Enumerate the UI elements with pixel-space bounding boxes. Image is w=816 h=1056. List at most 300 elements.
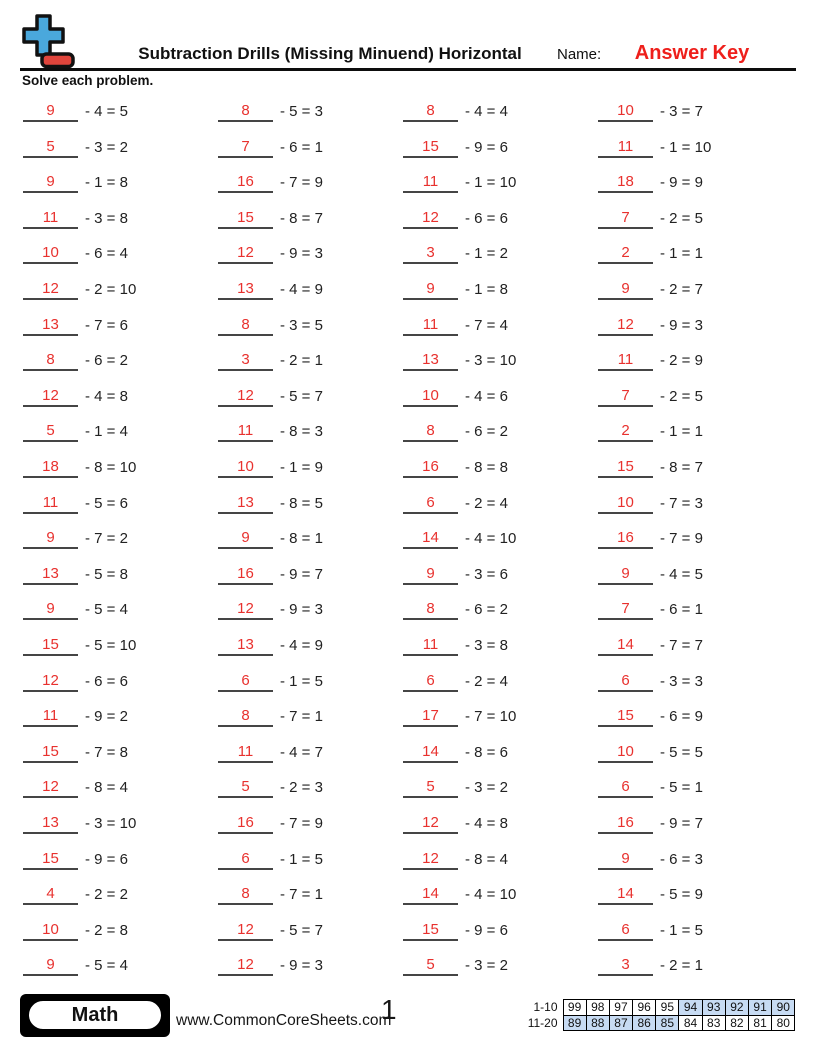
equation-text: - 2 = 7 [660, 281, 703, 299]
equation-text: - 6 = 2 [465, 423, 508, 441]
answer-blank-line [403, 636, 458, 656]
problem-row [403, 870, 598, 906]
answer-value: 14 [422, 529, 439, 547]
problem-row [403, 407, 598, 443]
answer-value: 12 [237, 600, 254, 618]
answer-value: 11 [42, 208, 59, 226]
equation-text: - 9 = 3 [280, 957, 323, 975]
answer-blank-line [598, 316, 653, 336]
answer-value: 2 [621, 422, 630, 440]
problem-row [403, 763, 598, 799]
answer-value: 14 [617, 636, 634, 653]
problem-row [403, 478, 598, 514]
problem-row [598, 514, 788, 550]
score-cell: 84 [679, 1015, 702, 1031]
equation-text: - 1 = 2 [465, 245, 508, 263]
answer-blank-line [403, 600, 458, 620]
answer-blank-line [218, 636, 273, 656]
answer-blank-line [218, 956, 273, 976]
equation-text: - 2 = 4 [465, 494, 508, 512]
answer-blank-line [403, 209, 458, 229]
score-cell: 94 [679, 1000, 702, 1016]
answer-key-label: Answer Key [634, 42, 750, 64]
problem-row [598, 692, 788, 728]
answer-value: 9 [241, 529, 250, 547]
equation-text: - 1 = 8 [465, 281, 508, 299]
answer-value: 10 [237, 458, 254, 476]
problem-row [23, 478, 218, 514]
answer-blank-line [23, 743, 78, 763]
answer-value: 14 [617, 885, 634, 903]
equation-text: - 5 = 4 [85, 957, 128, 975]
equation-text: - 5 = 7 [280, 387, 323, 405]
equation-text: - 2 = 4 [465, 672, 508, 690]
answer-blank-line [598, 565, 653, 585]
equation-text: - 3 = 2 [465, 957, 508, 975]
equation-text: - 3 = 8 [85, 209, 128, 227]
equation-text: - 3 = 8 [465, 637, 508, 654]
answer-blank-line [598, 529, 653, 549]
answer-value: 12 [237, 956, 254, 974]
equation-text: - 6 = 3 [660, 850, 703, 868]
equation-text: - 9 = 3 [280, 245, 323, 263]
problem-row [23, 193, 218, 229]
answer-value: 12 [42, 778, 59, 796]
answer-value: 6 [621, 920, 630, 938]
answer-value: 16 [237, 564, 254, 582]
problem-row [218, 122, 403, 158]
instruction-text: Solve each problem. [22, 73, 154, 88]
problem-row [218, 514, 403, 550]
equation-text: - 4 = 5 [660, 565, 703, 583]
answer-blank-line [598, 422, 653, 442]
problem-row [218, 692, 403, 728]
answer-value: 7 [621, 600, 630, 618]
problem-row [403, 371, 598, 407]
answer-blank-line [218, 244, 273, 264]
equation-text: - 5 = 6 [85, 494, 128, 512]
equation-text: - 8 = 8 [465, 459, 508, 477]
answer-value: 14 [422, 885, 439, 903]
answer-blank-line [23, 850, 78, 870]
problem-row [403, 905, 598, 941]
answer-value: 5 [241, 778, 250, 796]
answer-value: 11 [237, 422, 254, 440]
answer-value: 12 [237, 920, 254, 938]
problem-row [598, 407, 788, 443]
answer-value: 12 [422, 208, 439, 226]
problem-row [403, 834, 598, 870]
answer-value: 15 [42, 742, 59, 760]
equation-text: - 5 = 8 [85, 565, 128, 583]
answer-blank-line [403, 280, 458, 300]
answer-value: 10 [617, 102, 634, 120]
score-cell: 82 [725, 1015, 748, 1031]
answer-blank-line [218, 351, 273, 371]
equation-text: - 2 = 5 [660, 209, 703, 227]
problem-row [598, 87, 788, 123]
answer-value: 15 [422, 920, 439, 938]
equation-text: - 1 = 5 [280, 672, 323, 690]
answer-blank-line [403, 850, 458, 870]
equation-text: - 4 = 7 [280, 743, 323, 761]
equation-text: - 1 = 10 [660, 138, 712, 156]
answer-blank-line [403, 387, 458, 407]
equation-text: - 2 = 3 [280, 779, 323, 797]
score-cell: 88 [586, 1015, 609, 1031]
score-table-body [520, 1000, 795, 1031]
problems-grid [23, 87, 788, 977]
problem-row [598, 442, 788, 478]
equation-text: - 4 = 4 [465, 103, 508, 121]
equation-text: - 6 = 6 [465, 209, 508, 227]
answer-value: 9 [46, 529, 55, 547]
problem-row [23, 620, 218, 656]
problem-row [218, 941, 403, 977]
answer-value: 16 [617, 529, 634, 547]
answer-blank-line [218, 529, 273, 549]
problem-row [218, 407, 403, 443]
problem-row [403, 656, 598, 692]
answer-blank-line [403, 743, 458, 763]
problem-row [403, 549, 598, 585]
answer-blank-line [598, 351, 653, 371]
equation-text: - 4 = 5 [85, 103, 128, 121]
problem-row [218, 478, 403, 514]
answer-blank-line [218, 280, 273, 300]
equation-text: - 5 = 1 [660, 779, 703, 797]
problem-row [218, 87, 403, 123]
equation-text: - 7 = 3 [660, 494, 703, 512]
equation-text: - 3 = 5 [280, 316, 323, 334]
answer-blank-line [403, 921, 458, 941]
equation-text: - 3 = 2 [85, 138, 128, 156]
problem-row [23, 87, 218, 123]
problem-row [218, 193, 403, 229]
answer-blank-line [23, 885, 78, 905]
problem-row [23, 407, 218, 443]
answer-blank-line [598, 458, 653, 478]
answer-blank-line [598, 885, 653, 905]
problem-row [403, 158, 598, 194]
answer-blank-line [598, 102, 653, 122]
answer-value: 13 [237, 493, 254, 511]
score-cell: 97 [609, 1000, 632, 1016]
score-row-label: 1-10 [520, 1000, 563, 1016]
answer-value: 3 [621, 956, 630, 974]
equation-text: - 5 = 7 [280, 921, 323, 939]
answer-value: 6 [241, 849, 250, 867]
answer-blank-line [598, 494, 653, 514]
score-cell: 87 [609, 1015, 632, 1031]
answer-value: 8 [241, 102, 250, 120]
problem-row [403, 442, 598, 478]
answer-value: 2 [621, 244, 630, 262]
problem-row [218, 870, 403, 906]
problem-row [218, 834, 403, 870]
answer-blank-line [23, 529, 78, 549]
answer-blank-line [23, 494, 78, 514]
answer-value: 15 [42, 849, 59, 867]
answer-blank-line [23, 138, 78, 158]
problem-row [23, 941, 218, 977]
answer-value: 15 [617, 458, 634, 476]
answer-value: 7 [621, 208, 630, 226]
problem-row [598, 656, 788, 692]
score-cell: 99 [563, 1000, 586, 1016]
equation-text: - 5 = 10 [85, 637, 137, 654]
answer-value: 11 [617, 351, 634, 369]
problem-row [598, 763, 788, 799]
answer-value: 18 [617, 173, 634, 191]
equation-text: - 8 = 7 [280, 209, 323, 227]
answer-blank-line [23, 316, 78, 336]
problem-row [598, 834, 788, 870]
answer-blank-line [403, 102, 458, 122]
answer-value: 8 [241, 315, 250, 333]
equation-text: - 6 = 2 [465, 601, 508, 619]
score-cell: 90 [772, 1000, 795, 1016]
equation-text: - 7 = 4 [465, 316, 508, 334]
equation-text: - 3 = 2 [465, 779, 508, 797]
problem-row [218, 158, 403, 194]
equation-text: - 2 = 2 [85, 886, 128, 904]
equation-text: - 4 = 9 [280, 281, 323, 299]
problem-row [218, 798, 403, 834]
answer-blank-line [218, 494, 273, 514]
problem-row [598, 549, 788, 585]
answer-blank-line [218, 707, 273, 727]
equation-text: - 9 = 6 [465, 138, 508, 156]
answer-blank-line [598, 244, 653, 264]
answer-blank-line [218, 387, 273, 407]
equation-text: - 7 = 9 [280, 174, 323, 192]
problem-column [218, 87, 403, 977]
answer-value: 16 [422, 458, 439, 476]
equation-text: - 8 = 7 [660, 459, 703, 477]
answer-blank-line [598, 636, 653, 656]
answer-value: 12 [422, 813, 439, 831]
answer-value: 9 [426, 280, 435, 298]
answer-value: 12 [42, 386, 59, 404]
problem-row [23, 656, 218, 692]
equation-text: - 1 = 9 [280, 459, 323, 477]
answer-blank-line [403, 529, 458, 549]
answer-value: 6 [426, 493, 435, 511]
answer-blank-line [218, 778, 273, 798]
answer-value: 14 [422, 742, 439, 760]
equation-text: - 9 = 2 [85, 708, 128, 726]
equation-text: - 2 = 1 [660, 957, 703, 975]
equation-text: - 2 = 9 [660, 352, 703, 370]
equation-text: - 3 = 10 [85, 814, 137, 832]
answer-blank-line [403, 173, 458, 193]
answer-blank-line [218, 921, 273, 941]
problem-row [218, 585, 403, 621]
answer-value: 9 [621, 849, 630, 867]
answer-value: 9 [46, 600, 55, 618]
answer-blank-line [598, 209, 653, 229]
equation-text: - 7 = 2 [85, 530, 128, 548]
equation-text: - 9 = 6 [465, 921, 508, 939]
answer-value: 7 [621, 386, 630, 404]
answer-blank-line [23, 778, 78, 798]
problem-row [403, 692, 598, 728]
equation-text: - 7 = 9 [280, 814, 323, 832]
answer-blank-line [403, 885, 458, 905]
equation-text: - 9 = 7 [660, 814, 703, 832]
equation-text: - 6 = 9 [660, 708, 703, 726]
equation-text: - 7 = 10 [465, 708, 517, 726]
equation-text: - 4 = 6 [465, 387, 508, 405]
answer-value: 13 [237, 280, 254, 298]
answer-value: 15 [237, 208, 254, 226]
problem-row [403, 620, 598, 656]
problem-row [598, 798, 788, 834]
problem-row [23, 514, 218, 550]
equation-text: - 8 = 3 [280, 423, 323, 441]
problem-row [218, 905, 403, 941]
answer-value: 9 [46, 956, 55, 974]
answer-value: 11 [42, 707, 59, 725]
problem-row [218, 656, 403, 692]
equation-text: - 7 = 9 [660, 530, 703, 548]
answer-value: 9 [621, 280, 630, 298]
answer-value: 13 [42, 315, 59, 333]
equation-text: - 4 = 8 [85, 387, 128, 405]
answer-blank-line [23, 209, 78, 229]
equation-text: - 3 = 6 [465, 565, 508, 583]
answer-blank-line [218, 138, 273, 158]
answer-blank-line [23, 280, 78, 300]
answer-blank-line [598, 672, 653, 692]
answer-value: 11 [422, 636, 439, 653]
equation-text: - 5 = 4 [85, 601, 128, 619]
worksheet-title: Subtraction Drills (Missing Minuend) Horizontal [138, 44, 522, 63]
equation-text: - 8 = 10 [85, 459, 137, 477]
answer-value: 11 [237, 742, 254, 760]
answer-blank-line [598, 387, 653, 407]
problem-row [403, 336, 598, 372]
answer-blank-line [403, 565, 458, 585]
answer-blank-line [403, 244, 458, 264]
equation-text: - 1 = 1 [660, 245, 703, 263]
answer-blank-line [218, 600, 273, 620]
equation-text: - 5 = 5 [660, 743, 703, 761]
answer-value: 10 [422, 386, 439, 404]
problem-row [218, 336, 403, 372]
equation-text: - 3 = 3 [660, 672, 703, 690]
equation-text: - 8 = 5 [280, 494, 323, 512]
problem-row [23, 371, 218, 407]
answer-value: 15 [422, 137, 439, 155]
answer-value: 12 [237, 386, 254, 404]
answer-value: 11 [422, 173, 439, 191]
answer-blank-line [403, 956, 458, 976]
answer-blank-line [23, 458, 78, 478]
problem-row [218, 229, 403, 265]
score-cell: 92 [725, 1000, 748, 1016]
score-cell: 95 [656, 1000, 679, 1016]
problem-row [403, 941, 598, 977]
equation-text: - 6 = 2 [85, 352, 128, 370]
score-table [520, 999, 795, 1031]
answer-blank-line [403, 351, 458, 371]
answer-value: 13 [237, 636, 254, 653]
problem-row [598, 300, 788, 336]
answer-value: 15 [42, 636, 59, 653]
answer-value: 11 [42, 493, 59, 511]
problem-row [218, 371, 403, 407]
problem-row [598, 905, 788, 941]
answer-blank-line [23, 565, 78, 585]
problem-row [403, 122, 598, 158]
problem-row [598, 264, 788, 300]
problem-row [598, 158, 788, 194]
equation-text: - 1 = 4 [85, 423, 128, 441]
answer-blank-line [218, 209, 273, 229]
answer-blank-line [403, 422, 458, 442]
name-label: Name: [557, 46, 602, 63]
problem-row [598, 122, 788, 158]
problem-column [598, 87, 788, 977]
problem-column [403, 87, 598, 977]
equation-text: - 4 = 10 [465, 886, 517, 904]
answer-blank-line [403, 707, 458, 727]
answer-value: 5 [426, 956, 435, 974]
answer-value: 15 [617, 707, 634, 725]
problem-row [23, 798, 218, 834]
problem-row [23, 870, 218, 906]
answer-value: 3 [241, 351, 250, 369]
problem-row [403, 300, 598, 336]
problem-row [218, 300, 403, 336]
score-row [520, 1000, 795, 1016]
answer-value: 5 [46, 137, 55, 155]
problem-row [23, 264, 218, 300]
score-cell: 85 [656, 1015, 679, 1031]
equation-text: - 6 = 4 [85, 245, 128, 263]
answer-value: 12 [42, 280, 59, 298]
score-cell: 89 [563, 1015, 586, 1031]
answer-blank-line [23, 636, 78, 656]
answer-value: 10 [42, 920, 59, 938]
answer-blank-line [218, 102, 273, 122]
equation-text: - 7 = 7 [660, 637, 703, 654]
equation-text: - 8 = 6 [465, 743, 508, 761]
problem-row [598, 193, 788, 229]
answer-value: 9 [426, 564, 435, 582]
equation-text: - 7 = 1 [280, 886, 323, 904]
answer-value: 9 [46, 173, 55, 191]
problem-row [23, 158, 218, 194]
problem-row [218, 442, 403, 478]
answer-value: 6 [241, 671, 250, 689]
problem-row [598, 870, 788, 906]
answer-blank-line [598, 921, 653, 941]
answer-blank-line [218, 422, 273, 442]
answer-blank-line [403, 458, 458, 478]
answer-value: 4 [46, 885, 55, 903]
answer-blank-line [598, 280, 653, 300]
answer-blank-line [598, 138, 653, 158]
answer-value: 18 [42, 458, 59, 476]
problem-row [23, 229, 218, 265]
answer-value: 13 [422, 351, 439, 369]
answer-blank-line [598, 850, 653, 870]
equation-text: - 4 = 8 [465, 814, 508, 832]
equation-text: - 7 = 6 [85, 316, 128, 334]
